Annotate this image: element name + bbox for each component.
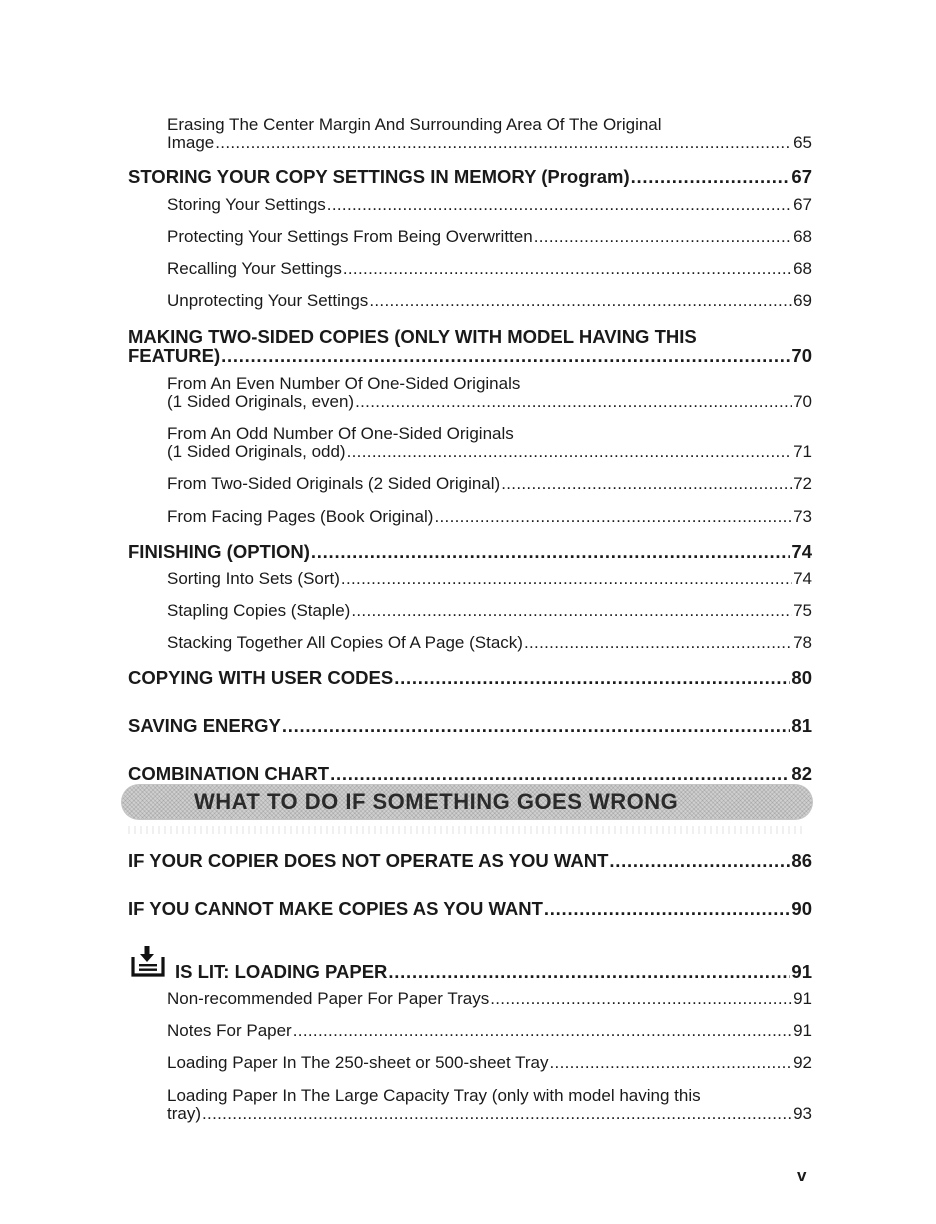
section-banner-title: WHAT TO DO IF SOMETHING GOES WRONG: [194, 789, 679, 814]
toc-page-number: 81: [791, 715, 812, 736]
leader-dots: [327, 195, 792, 215]
paper-load-icon: [131, 945, 165, 979]
leader-dots: [215, 133, 792, 153]
toc-page-number: 68: [793, 227, 812, 246]
toc-entry-text: Loading Paper In The 250-sheet or 500-sheet Tray: [167, 1053, 549, 1072]
toc-page-number: 82: [791, 763, 812, 784]
toc-entry-text: Recalling Your Settings: [167, 259, 342, 278]
toc-page-number: 91: [793, 1021, 812, 1040]
toc-entry-text: Unprotecting Your Settings: [167, 291, 369, 310]
toc-entry-text: Notes For Paper: [167, 1021, 292, 1040]
toc-section-text: IF YOU CANNOT MAKE COPIES AS YOU WANT: [128, 898, 543, 919]
toc-page-number: 91: [793, 989, 812, 1008]
leader-dots: [221, 345, 790, 367]
toc-entry-text: Non-recommended Paper For Paper Trays: [167, 989, 490, 1008]
leader-dots: [544, 898, 791, 920]
page-number: v: [797, 1166, 807, 1185]
leader-dots: [282, 715, 791, 737]
toc-page-number: 86: [791, 850, 812, 871]
toc-entry[interactable]: [167, 291, 812, 311]
leader-dots: [501, 474, 792, 494]
toc-section-text: MAKING TWO-SIDED COPIES (ONLY WITH MODEL HAVING THIS: [128, 326, 697, 347]
toc-entry-text: Storing Your Settings: [167, 195, 326, 214]
toc-entry[interactable]: [167, 989, 812, 1009]
toc-page-number: 90: [791, 898, 812, 919]
toc-page-number: 91: [791, 961, 812, 982]
toc-page-number: 69: [793, 291, 812, 310]
leader-dots: [351, 601, 792, 621]
leader-dots: [388, 961, 790, 983]
toc-section-text: FEATURE): [128, 345, 221, 366]
leader-dots: [355, 392, 792, 412]
leader-dots: [434, 507, 792, 527]
toc-page-number: 67: [791, 166, 812, 187]
toc-page-number: 72: [793, 474, 812, 493]
toc-section-entry[interactable]: [128, 850, 812, 872]
toc-page-number: 68: [793, 259, 812, 278]
toc-entry[interactable]: [167, 227, 812, 247]
toc-page-number: 80: [791, 667, 812, 688]
toc-section-entry[interactable]: [175, 961, 812, 983]
toc-entry-text: Stapling Copies (Staple): [167, 601, 351, 620]
toc-entry[interactable]: [167, 1104, 812, 1124]
toc-section-text: IS LIT: LOADING PAPER: [175, 961, 388, 982]
toc-entry-text: (1 Sided Originals, even): [167, 392, 355, 411]
leader-dots: [490, 989, 792, 1009]
toc-page-number: 74: [791, 541, 812, 562]
toc-entry-text: Loading Paper In The Large Capacity Tray (only with model having this: [167, 1086, 701, 1105]
toc-entry[interactable]: [167, 633, 812, 653]
toc-entry-text: Image: [167, 133, 215, 152]
leader-dots: [341, 569, 792, 589]
leader-dots: [293, 1021, 792, 1041]
toc-entry-text: Erasing The Center Margin And Surrounding Area Of The Original: [167, 115, 662, 134]
toc-entry[interactable]: [167, 392, 812, 412]
toc-entry-text: Protecting Your Settings From Being Overwritten: [167, 227, 533, 246]
toc-section-entry[interactable]: [128, 541, 812, 563]
leader-dots: [347, 442, 792, 462]
toc-page-number: 93: [793, 1104, 812, 1123]
leader-dots: [394, 667, 790, 689]
leader-dots: [534, 227, 792, 247]
toc-section-entry[interactable]: [128, 763, 812, 785]
toc-entry[interactable]: [167, 507, 812, 527]
toc-page-number: 73: [793, 507, 812, 526]
banner-shadow: [128, 826, 804, 834]
leader-dots: [343, 259, 792, 279]
toc-entry[interactable]: [167, 569, 812, 589]
section-banner: [122, 785, 812, 819]
toc-section-text: STORING YOUR COPY SETTINGS IN MEMORY (Program): [128, 166, 630, 187]
toc-entry[interactable]: [167, 1053, 812, 1073]
leader-dots: [330, 763, 790, 785]
leader-dots: [631, 166, 791, 188]
toc-page-number: 70: [793, 392, 812, 411]
toc-section-entry[interactable]: [128, 166, 812, 188]
toc-entry[interactable]: [167, 442, 812, 462]
toc-section-text: FINISHING (OPTION): [128, 541, 310, 562]
toc-entry[interactable]: [167, 259, 812, 279]
toc-section-entry[interactable]: [128, 898, 812, 920]
toc-entry[interactable]: [167, 133, 812, 153]
toc-section-text: COPYING WITH USER CODES: [128, 667, 394, 688]
toc-section-text: IF YOUR COPIER DOES NOT OPERATE AS YOU WANT: [128, 850, 609, 871]
toc-entry-text: (1 Sided Originals, odd): [167, 442, 346, 461]
leader-dots: [369, 291, 792, 311]
toc-entry-text: Stacking Together All Copies Of A Page (Stack): [167, 633, 523, 652]
leader-dots: [609, 850, 790, 872]
toc-page-number: 65: [793, 133, 812, 152]
toc-page-number: 71: [793, 442, 812, 461]
toc-entry-text: tray): [167, 1104, 201, 1123]
leader-dots: [524, 633, 792, 653]
toc-entry-text: From Two-Sided Originals (2 Sided Original): [167, 474, 501, 493]
toc-entry-text: From An Even Number Of One-Sided Originals: [167, 374, 521, 393]
leader-dots: [202, 1104, 792, 1124]
toc-entry[interactable]: [167, 601, 812, 621]
toc-section-entry[interactable]: [128, 345, 812, 367]
toc-entry-text: From Facing Pages (Book Original): [167, 507, 434, 526]
toc-entry[interactable]: [167, 474, 812, 494]
toc-entry-text: From An Odd Number Of One-Sided Originals: [167, 424, 514, 443]
toc-page-number: 70: [791, 345, 812, 366]
toc-section-text: SAVING ENERGY: [128, 715, 281, 736]
toc-section-entry[interactable]: [128, 667, 812, 689]
leader-dots: [550, 1053, 793, 1073]
toc-section-entry[interactable]: [128, 715, 812, 737]
toc-section-text: COMBINATION CHART: [128, 763, 330, 784]
toc-entry[interactable]: [167, 195, 812, 215]
toc-page-number: 75: [793, 601, 812, 620]
toc-page-number: 67: [793, 195, 812, 214]
toc-page-number: 78: [793, 633, 812, 652]
toc-entry[interactable]: [167, 1021, 812, 1041]
leader-dots: [311, 541, 791, 563]
toc-page-number: 74: [793, 569, 812, 588]
toc-page-number: 92: [793, 1053, 812, 1072]
toc-entry-text: Sorting Into Sets (Sort): [167, 569, 340, 588]
